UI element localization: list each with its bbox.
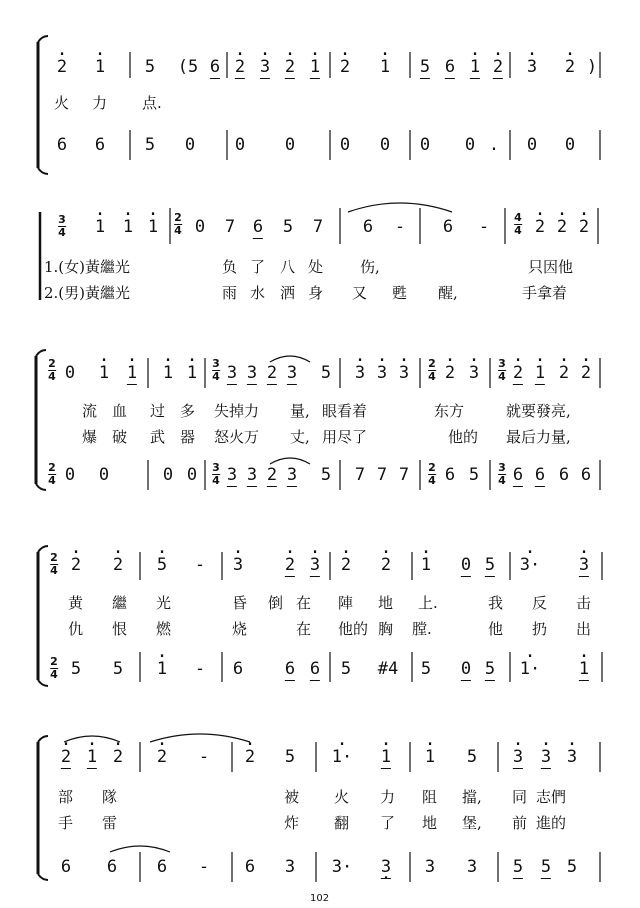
lyric: 倒 <box>268 594 284 612</box>
note: · 1 <box>425 746 435 768</box>
lyric: 我 <box>488 594 504 612</box>
note: 5 <box>284 747 296 767</box>
note: 3 <box>226 363 238 383</box>
note: · 3 <box>260 56 270 79</box>
note: 7 <box>376 465 388 485</box>
note: 0 <box>419 135 431 155</box>
note: · 3· <box>520 554 540 576</box>
lyric-line-1 <box>0 256 640 278</box>
time-signature: 3 4 <box>58 213 66 239</box>
lyric: 破 <box>112 428 128 446</box>
lyric: 翻 <box>334 814 350 832</box>
lyric: 器 <box>180 428 196 446</box>
lyric: 处 <box>308 258 324 276</box>
note: · 1 <box>579 658 589 681</box>
note: 6 <box>232 659 244 679</box>
note: 6 <box>444 57 456 77</box>
lyric: 地 <box>378 594 394 612</box>
note: 0 <box>64 363 76 383</box>
note: · 3 <box>579 554 589 577</box>
note: · 1 <box>99 362 109 384</box>
note: · 3 <box>541 746 551 769</box>
lyric: 又 <box>352 284 368 302</box>
lyric: 东方 <box>434 402 465 420</box>
note: - <box>194 659 206 679</box>
melody-row <box>0 551 640 578</box>
lyric-line-1 <box>0 786 640 808</box>
time-signature: 3 4 <box>212 357 220 383</box>
note: · 2 <box>565 56 575 78</box>
note: · 2 <box>340 56 350 78</box>
lyric: 丈, <box>290 428 310 446</box>
note: 2 <box>266 363 278 383</box>
lyric: 武 <box>150 428 166 446</box>
lyric: 量, <box>290 402 310 420</box>
note: 7 <box>354 465 366 485</box>
lyric: 了 <box>250 258 266 276</box>
lyric-line-2 <box>0 426 640 448</box>
note: · 1 <box>381 746 391 769</box>
note: · 1 <box>87 746 97 769</box>
page-number: 102 <box>310 893 330 904</box>
note: 0 <box>284 135 296 155</box>
accompaniment-row <box>0 134 640 158</box>
note: 7 <box>312 217 324 237</box>
note: 5 <box>419 57 431 77</box>
note: 7 <box>224 217 236 237</box>
lyric-line-1 <box>0 400 640 422</box>
note: 6 <box>284 659 296 679</box>
note: 5 <box>340 659 352 679</box>
note: 6 <box>56 135 68 155</box>
note: 3 <box>286 363 298 383</box>
note: 6 <box>60 857 72 877</box>
note: 3 <box>246 363 258 383</box>
lyric: 地 <box>422 814 438 832</box>
lyric: 志們 <box>536 788 567 806</box>
note: 5 <box>484 659 496 679</box>
lyric: 最后力量, <box>506 428 571 446</box>
note: 5 <box>566 857 578 877</box>
note: 0 <box>379 135 391 155</box>
lyric: 洒 <box>280 284 296 302</box>
note: 6 <box>94 135 106 155</box>
note: · 2 <box>285 554 295 577</box>
note: 0 <box>98 465 110 485</box>
note: · 1· <box>520 658 540 680</box>
time-signature: 2 4 <box>174 211 182 237</box>
note: · 1 <box>95 216 105 238</box>
note: · 2 <box>57 56 67 78</box>
note: 6 <box>209 57 221 77</box>
lyric: 扔 <box>532 620 548 638</box>
note: 0 <box>464 135 476 155</box>
lyric: 2.(男)黃繼光 <box>44 284 131 302</box>
note: 5 <box>466 747 478 767</box>
note: 5 <box>484 555 496 575</box>
lyric: 燃 <box>156 620 172 638</box>
system-3 <box>0 344 640 494</box>
lyric: 就要發亮, <box>506 402 571 420</box>
note: 5 <box>468 465 480 485</box>
note: · 2 <box>113 746 123 768</box>
note: · 3 <box>233 554 243 576</box>
lyric: 雷 <box>102 814 118 832</box>
note: 5 <box>282 217 294 237</box>
note: · 2 <box>559 362 569 384</box>
note: · 1· <box>332 746 352 768</box>
note: 5 <box>320 465 332 485</box>
time-signature: 3 4 <box>498 357 506 383</box>
note: 5 <box>540 857 552 877</box>
note: - <box>198 857 210 877</box>
lyric: 堡, <box>462 814 482 832</box>
lyric: 怒火万 <box>214 428 260 446</box>
note: · 1 <box>310 56 320 79</box>
lyric: 负 <box>222 258 238 276</box>
melody-row <box>0 746 640 770</box>
accompaniment-row <box>0 461 640 488</box>
lyric: 点. <box>142 94 162 112</box>
lyric: 光 <box>156 594 172 612</box>
note: · 1 <box>380 56 390 78</box>
lyric: 上. <box>418 594 438 612</box>
lyric: 身 <box>308 284 324 302</box>
lyric: 八 <box>280 258 296 276</box>
note: #4 <box>377 659 399 679</box>
lyric: 眼看着 <box>322 402 368 420</box>
note: · 1 <box>148 216 158 238</box>
note: · 1 <box>187 362 197 384</box>
time-signature: 2 4 <box>50 551 58 577</box>
lyric-line-1 <box>0 592 640 614</box>
lyric: 多 <box>180 402 196 420</box>
lyric: 在 <box>296 594 312 612</box>
note: · 2 <box>557 216 567 238</box>
lyric-line-2 <box>0 812 640 834</box>
note: 3 <box>226 465 238 485</box>
time-signature: 3 4 <box>498 461 506 487</box>
time-signature: 2 4 <box>48 357 56 383</box>
lyric: 他的 <box>448 428 479 446</box>
lyric: 黄 <box>68 594 84 612</box>
lyric: 过 <box>150 402 166 420</box>
note: · 3 <box>567 746 577 768</box>
lyric: 部 <box>58 788 74 806</box>
melody-row <box>0 56 640 80</box>
lyric: 力 <box>380 788 396 806</box>
note: · 2 <box>61 746 71 769</box>
note: 5 <box>420 659 432 679</box>
note: 3· <box>331 857 353 877</box>
lyric: 烧 <box>232 620 248 638</box>
note: 6 <box>442 217 454 237</box>
lyric: 伤, <box>360 258 380 276</box>
lyric-line-2 <box>0 282 640 304</box>
lyric: 爆 <box>82 428 98 446</box>
note: 5 <box>144 135 156 155</box>
note: (5 <box>177 57 199 77</box>
note: 7 <box>398 465 410 485</box>
lyric: 失掉力 <box>214 402 260 420</box>
melody-row <box>0 213 640 240</box>
lyric: 流 <box>82 402 98 420</box>
lyric: 進的 <box>536 814 567 832</box>
note: · 1 <box>157 658 167 680</box>
lyric: 反 <box>532 594 548 612</box>
lyric: 手 <box>58 814 74 832</box>
time-signature: 2 4 <box>428 357 436 383</box>
melody-row <box>0 362 640 386</box>
lyric: 昏 <box>232 594 248 612</box>
note: 0 <box>64 465 76 485</box>
note: · 3 <box>513 746 523 769</box>
accompaniment-row <box>0 856 640 880</box>
lyric: 恨 <box>112 620 128 638</box>
lyric: 用尽了 <box>322 428 368 446</box>
note: · 2 <box>285 56 295 79</box>
note: · 1 <box>421 554 431 576</box>
note: 3 · <box>381 856 391 879</box>
note: 6 <box>244 857 256 877</box>
lyric: 擋, <box>462 788 482 806</box>
lyric: 水 <box>250 284 266 302</box>
lyric: 了 <box>380 814 396 832</box>
note: 6 <box>252 217 264 237</box>
note: · 3 <box>527 56 537 78</box>
system-4 <box>0 540 640 690</box>
lyric: 力 <box>92 94 108 112</box>
lyric: 火 <box>54 94 70 112</box>
lyric: 陣 <box>338 594 354 612</box>
note: · 2 <box>513 362 523 385</box>
lyric: 他的 <box>338 620 369 638</box>
note: · 3 <box>310 554 320 577</box>
note: · 2 <box>579 216 589 238</box>
lyric: 他 <box>488 620 504 638</box>
lyric: 醒, <box>438 284 458 302</box>
note: ) <box>586 57 598 77</box>
note: 5 <box>320 363 332 383</box>
time-signature: 2 4 <box>50 655 58 681</box>
note: · 2 <box>493 56 503 79</box>
note: 0 <box>162 465 174 485</box>
note: 3 <box>466 857 478 877</box>
lyric: 胸 <box>378 620 394 638</box>
note: 6 <box>580 465 592 485</box>
note: 6 <box>362 217 374 237</box>
note: 0 <box>460 555 472 575</box>
system-2 <box>0 200 640 320</box>
lyric: 阻 <box>422 788 438 806</box>
note: 0 <box>526 135 538 155</box>
lyric: 出 <box>576 620 592 638</box>
note: 2 <box>266 465 278 485</box>
lyric: 繼 <box>112 594 128 612</box>
lyric: 1.(女)黃繼光 <box>44 258 131 276</box>
lyric: 前 <box>512 814 528 832</box>
note: · 5 <box>157 554 167 576</box>
note: · 1 <box>470 56 480 79</box>
note: 0 <box>186 465 198 485</box>
note: 0 <box>234 135 246 155</box>
lyric: 仇 <box>68 620 84 638</box>
note: · 1 <box>535 362 545 385</box>
note: 6 <box>156 857 168 877</box>
note: · 1 <box>123 216 133 238</box>
note: 6 <box>512 465 524 485</box>
note: · 1 <box>127 362 137 385</box>
note: 3 <box>424 857 436 877</box>
note: 6 <box>106 857 118 877</box>
note: 0 <box>194 217 206 237</box>
note: 0 <box>564 135 576 155</box>
note: 6 <box>444 465 456 485</box>
lyric: 血 <box>112 402 128 420</box>
time-signature: 2 4 <box>48 461 56 487</box>
note: · 2 <box>235 56 245 79</box>
note: · 1 <box>95 56 105 78</box>
time-signature: 2 4 <box>428 461 436 487</box>
note: · 2 <box>445 362 455 384</box>
note: 5 <box>144 57 156 77</box>
note: · 3 <box>355 362 365 384</box>
lyric: 火 <box>334 788 350 806</box>
lyric: 在 <box>296 620 312 638</box>
note: 0 <box>460 659 472 679</box>
lyric: 雨 <box>222 284 238 302</box>
note: · 3 <box>377 362 387 384</box>
lyric: 膛. <box>412 620 432 638</box>
lyric: 被 <box>284 788 300 806</box>
note: · 3 <box>469 362 479 384</box>
note: 3 <box>284 857 296 877</box>
note: - <box>198 747 210 767</box>
lyric: 同 <box>512 788 528 806</box>
note: · 2 <box>535 216 545 238</box>
note: . <box>488 135 500 155</box>
system-1 <box>0 30 640 180</box>
time-signature: 4 4 <box>514 211 522 237</box>
note: 0 <box>339 135 351 155</box>
note: 3 <box>246 465 258 485</box>
note: 0 <box>184 135 196 155</box>
note: 6 <box>558 465 570 485</box>
note: · 2 <box>341 554 351 576</box>
lyric-line <box>0 92 640 114</box>
lyric-line-2 <box>0 618 640 640</box>
accompaniment-row <box>0 655 640 682</box>
lyric: 炸 <box>284 814 300 832</box>
note: · 2 <box>157 746 167 768</box>
note: 6 <box>534 465 546 485</box>
note: · 3 <box>399 362 409 384</box>
lyric: 甦 <box>392 284 408 302</box>
lyric: 隊 <box>102 788 118 806</box>
note: - <box>478 217 490 237</box>
system-5 <box>0 728 640 888</box>
note: · 2 <box>71 554 81 576</box>
note: · 2 <box>381 554 391 576</box>
lyric: 击 <box>576 594 592 612</box>
note: 5 <box>70 659 82 679</box>
note: · 2 <box>245 746 255 768</box>
note: 6 <box>309 659 321 679</box>
note: · 1 <box>163 362 173 384</box>
lyric: 手拿着 <box>522 284 568 302</box>
note: · 2 <box>113 554 123 576</box>
note: - <box>194 555 206 575</box>
note: 3 <box>286 465 298 485</box>
note: 5 <box>512 857 524 877</box>
note: · 2 <box>581 362 591 384</box>
lyric: 只因他 <box>528 258 574 276</box>
time-signature: 3 4 <box>212 461 220 487</box>
note: - <box>394 217 406 237</box>
note: 5 <box>112 659 124 679</box>
